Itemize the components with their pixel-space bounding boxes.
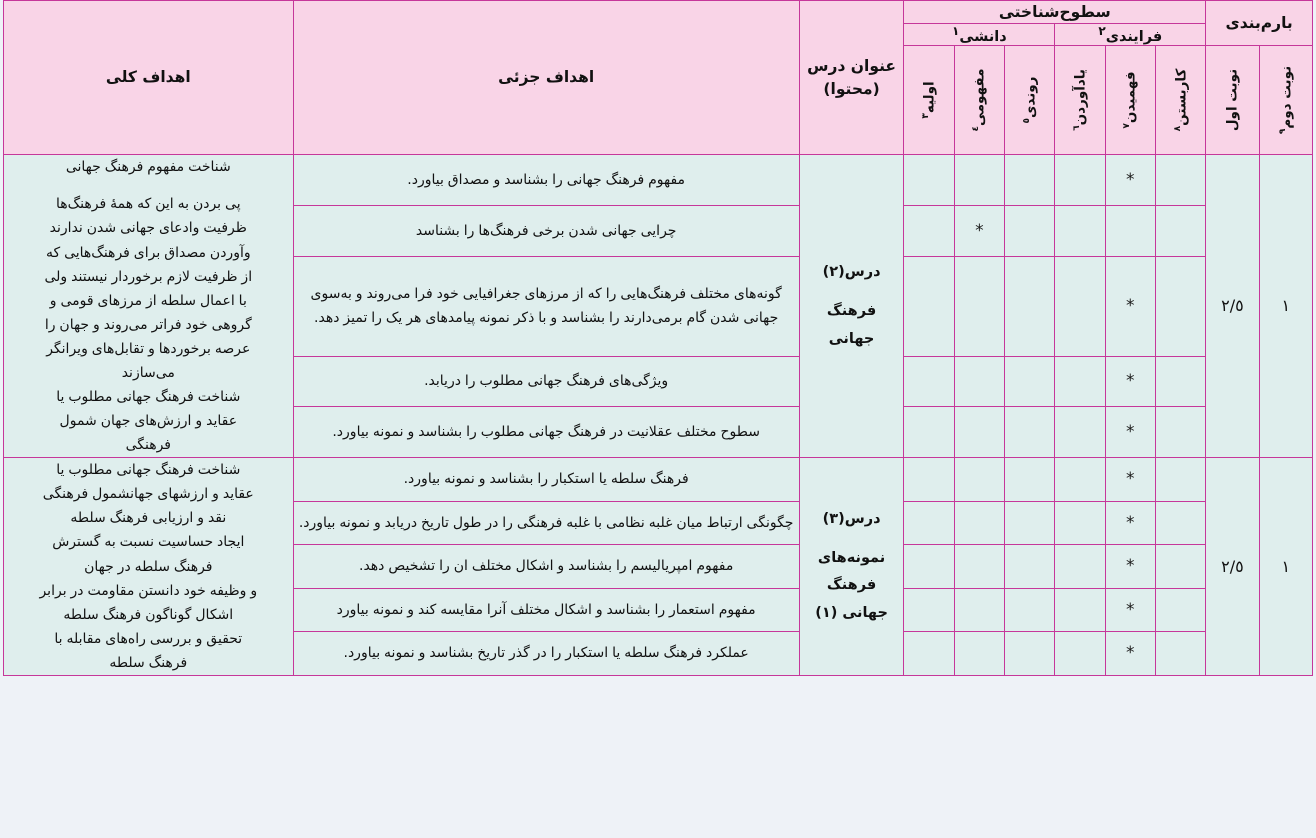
- goal-line: از ظرفیت لازم برخوردار نیستند ولی: [44, 268, 253, 285]
- goal-line: و وظیفه خود دانستن مقاومت در برابر: [39, 582, 258, 599]
- mark-cell-mafhoomi: [954, 588, 1004, 632]
- header-nobat-dovom-label: نوبت دوم: [1278, 66, 1295, 129]
- mark-cell-mafhoomi: [954, 632, 1004, 676]
- mark-cell-fahmidan: [1105, 545, 1155, 589]
- objective-cell: عملکرد فرهنگ سلطه یا استکبار را در گذر تاریخ بشناسد و نمونه بیاورد.: [293, 632, 799, 676]
- header-lesson-title: [799, 1, 904, 155]
- goal-line: شناخت مفهوم فرهنگ جهانی: [65, 159, 231, 176]
- header-knowledge-group: [904, 24, 1055, 46]
- mark-cell-avalieh: [904, 356, 954, 407]
- mark-cell-fahmidan: [1105, 256, 1155, 356]
- goal-line: نقد و ارزیابی فرهنگ سلطه: [70, 510, 227, 527]
- goal-line: شناخت فرهنگ جهانی مطلوب یا: [56, 389, 241, 405]
- star-marker: *: [1126, 169, 1135, 190]
- goal-line: عرصه برخوردها و تقابل‌های ویرانگر: [46, 340, 251, 357]
- goal-line: ظرفیت وادعای جهانی شدن ندارند: [49, 220, 247, 237]
- goal-line: گروهی خود فراتر می‌روند و جهان را: [44, 316, 252, 333]
- mark-cell-yadavardan: [1055, 545, 1105, 589]
- mark-cell-mafhoomi: [954, 155, 1004, 206]
- star-marker: *: [1126, 512, 1135, 533]
- mark-cell-ravandi: [1005, 501, 1055, 545]
- header-nobat-aval: [1206, 46, 1259, 155]
- mark-cell-ravandi: [1005, 632, 1055, 676]
- mark-cell-ravandi: [1005, 155, 1055, 206]
- lesson-title-line: درس(٣): [822, 510, 881, 527]
- header-cognitive-levels: سطوح‌شناختی: [904, 1, 1206, 24]
- header-yadavardan-label: یادآوردن: [1072, 69, 1089, 126]
- mark-cell-yadavardan: [1055, 632, 1105, 676]
- barem-nobat-aval-cell: ٢/٥: [1206, 155, 1259, 458]
- mark-cell-mafhoomi: [954, 545, 1004, 589]
- header-yadavardan: [1055, 46, 1105, 155]
- mark-cell-avalieh: [904, 407, 954, 458]
- mark-cell-ravandi: [1005, 256, 1055, 356]
- mark-cell-ravandi: [1005, 356, 1055, 407]
- objective-cell: مفهوم فرهنگ جهانی را بشناسد و مصداق بیاورد.: [293, 155, 799, 206]
- table-body: [4, 155, 1313, 676]
- mark-cell-karbastan: [1155, 155, 1205, 206]
- mark-cell-avalieh: [904, 545, 954, 589]
- mark-cell-yadavardan: [1055, 407, 1105, 458]
- header-nobat-dovom-footnote: ٩: [1277, 128, 1288, 135]
- mark-cell-yadavardan: [1055, 458, 1105, 502]
- lesson-title-line: نمونه‌های: [817, 549, 886, 566]
- general-objective-cell: [4, 458, 294, 676]
- header-ravandi-label: روندی: [1021, 76, 1038, 119]
- mark-cell-karbastan: [1155, 407, 1205, 458]
- header-process-label: فرایندی: [1105, 29, 1163, 46]
- star-marker: *: [1126, 370, 1135, 391]
- curriculum-table: [3, 0, 1313, 676]
- mark-cell-ravandi: [1005, 206, 1055, 257]
- mark-cell-yadavardan: [1055, 155, 1105, 206]
- header-karbastan-footnote: ٨: [1172, 126, 1183, 132]
- header-barembandi: بارم‌بندی: [1206, 1, 1313, 46]
- header-fahmidan-label: فهمیدن: [1122, 71, 1139, 124]
- mark-cell-fahmidan: [1105, 501, 1155, 545]
- header-fahmidan-footnote: ٧: [1122, 123, 1133, 129]
- header-knowledge-footnote: ١: [952, 24, 960, 39]
- lesson-title-spacer: [800, 534, 904, 545]
- header-nobat-dovom: [1259, 46, 1312, 155]
- mark-cell-fahmidan: [1105, 155, 1155, 206]
- mark-cell-avalieh: [904, 632, 954, 676]
- header-process-footnote: ٢: [1098, 24, 1106, 39]
- goal-line: شناخت فرهنگ جهانی مطلوب یا: [56, 462, 241, 479]
- header-karbastan: [1155, 46, 1205, 155]
- mark-cell-avalieh: [904, 256, 954, 356]
- header-ravandi: [1005, 46, 1055, 155]
- goal-line: عقاید و ارزشهای جهانشمول فرهنگی: [42, 486, 254, 503]
- objective-cell: سطوح مختلف عقلانیت در فرهنگ جهانی مطلوب را بشناسد و نمونه بیاورد.: [293, 407, 799, 458]
- objective-cell: گونه‌های مختلف فرهنگ‌هایی را که از مرزهای جغرافیایی خود فرا می‌روند و به‌سوی جهانی شدن گام برمی‌دارند را بشناسد و با ذکر نمونه پیامدهای هر یک را تمیز دهد.: [293, 256, 799, 356]
- goal-line: فرهنگ سلطه در جهان: [84, 558, 213, 575]
- mark-cell-ravandi: [1005, 588, 1055, 632]
- header-process-group: [1055, 24, 1206, 46]
- mark-cell-avalieh: [904, 458, 954, 502]
- mark-cell-avalieh: [904, 206, 954, 257]
- goal-line: می‌سازند: [121, 364, 175, 381]
- objective-cell: مفهوم امپریالیسم را بشناسد و اشکال مختلف ان را تشخیص دهد.: [293, 545, 799, 589]
- lesson-title-line: جهانی: [828, 330, 875, 347]
- star-marker: *: [1126, 421, 1135, 442]
- lesson-title-cell: [799, 458, 904, 676]
- mark-cell-yadavardan: [1055, 256, 1105, 356]
- mark-cell-karbastan: [1155, 545, 1205, 589]
- header-nobat-aval-label: نوبت اول: [1224, 69, 1241, 132]
- goal-line: فرهنگ سلطه: [109, 654, 188, 671]
- mark-cell-fahmidan: [1105, 588, 1155, 632]
- mark-cell-mafhoomi: [954, 458, 1004, 502]
- objective-cell: فرهنگ سلطه یا استکبار را بشناسد و نمونه بیاورد.: [293, 458, 799, 502]
- mark-cell-fahmidan: [1105, 407, 1155, 458]
- barem-nobat-dovom-cell: ١: [1259, 155, 1312, 458]
- mark-cell-karbastan: [1155, 501, 1205, 545]
- goal-spacer: [4, 179, 293, 192]
- star-marker: *: [1126, 556, 1135, 577]
- mark-cell-fahmidan: [1105, 356, 1155, 407]
- header-detailed-objectives: اهداف جزئی: [293, 1, 799, 155]
- goal-line: پی بردن به این که همهٔ فرهنگ‌ها: [55, 196, 241, 213]
- objective-cell: چرایی جهانی شدن برخی فرهنگ‌ها را بشناسد: [293, 206, 799, 257]
- mark-cell-karbastan: [1155, 632, 1205, 676]
- header-general-objectives: اهداف کلی: [4, 1, 294, 155]
- lesson-title-line: درس(٢): [822, 264, 881, 281]
- header-ravandi-footnote: ٥: [1021, 118, 1032, 124]
- goal-line: فرهنگی: [125, 437, 172, 454]
- lesson-title-spacer: [800, 287, 904, 298]
- objective-cell: چگونگی ارتباط میان غلبه نظامی با غلبه فرهنگی را در طول تاریخ دریابد و نمونه بیاورد.: [293, 501, 799, 545]
- mark-cell-yadavardan: [1055, 206, 1105, 257]
- barem-nobat-aval-cell: ٢/٥: [1206, 458, 1259, 676]
- mark-cell-yadavardan: [1055, 501, 1105, 545]
- mark-cell-ravandi: [1005, 407, 1055, 458]
- goal-line: با اعمال سلطه از مرزهای قومی و: [49, 292, 247, 309]
- header-yadavardan-footnote: ٦: [1071, 125, 1082, 132]
- mark-cell-karbastan: [1155, 256, 1205, 356]
- mark-cell-avalieh: [904, 588, 954, 632]
- lesson-title-line: فرهنگ: [826, 302, 877, 319]
- table-header: [4, 1, 1313, 155]
- objective-cell: ویژگی‌های فرهنگ جهانی مطلوب را دریابد.: [293, 356, 799, 407]
- lesson-title-line: جهانی (١): [815, 604, 888, 621]
- general-objective-cell: [4, 155, 294, 458]
- mark-cell-yadavardan: [1055, 356, 1105, 407]
- goal-line: وآوردن مصداق برای فرهنگ‌هایی که: [45, 244, 251, 261]
- header-knowledge-label: دانشی: [959, 29, 1007, 46]
- mark-cell-mafhoomi: [954, 256, 1004, 356]
- mark-cell-karbastan: [1155, 588, 1205, 632]
- header-mafhoomi-footnote: ٤: [971, 126, 982, 132]
- goal-line: اشکال گوناگون فرهنگ سلطه: [63, 606, 234, 623]
- lesson-title-line: فرهنگ: [826, 577, 877, 594]
- mark-cell-karbastan: [1155, 356, 1205, 407]
- mark-cell-mafhoomi: [954, 206, 1004, 257]
- mark-cell-mafhoomi: [954, 501, 1004, 545]
- objective-cell: مفهوم استعمار را بشناسد و اشکال مختلف آنرا مقایسه کند و نمونه بیاورد: [293, 588, 799, 632]
- mark-cell-fahmidan: [1105, 458, 1155, 502]
- header-avalieh-label: اولیه: [921, 81, 938, 114]
- mark-cell-karbastan: [1155, 206, 1205, 257]
- header-karbastan-label: کاربستن: [1172, 68, 1189, 127]
- goal-line: عقاید و ارزش‌های جهان شمول: [59, 413, 238, 430]
- mark-cell-avalieh: [904, 155, 954, 206]
- star-marker: *: [1126, 295, 1135, 316]
- mark-cell-karbastan: [1155, 458, 1205, 502]
- mark-cell-mafhoomi: [954, 356, 1004, 407]
- star-marker: *: [1126, 469, 1135, 489]
- header-mafhoomi-label: مفهومی: [971, 68, 988, 127]
- mark-cell-fahmidan: [1105, 632, 1155, 676]
- header-fahmidan: [1105, 46, 1155, 155]
- mark-cell-avalieh: [904, 501, 954, 545]
- barem-nobat-dovom-cell: ١: [1259, 458, 1312, 676]
- header-avalieh-footnote: ٣: [920, 113, 931, 119]
- table-row: [4, 458, 1313, 502]
- header-mafhoomi: [954, 46, 1004, 155]
- mark-cell-mafhoomi: [954, 407, 1004, 458]
- header-lesson-title-line1: عنوان درس: [807, 57, 896, 76]
- mark-cell-fahmidan: [1105, 206, 1155, 257]
- star-marker: *: [1126, 599, 1135, 620]
- goal-line: تحقیق و بررسی راه‌های مقابله با: [54, 630, 243, 647]
- table-row: [4, 155, 1313, 206]
- lesson-title-cell: [799, 155, 904, 458]
- mark-cell-ravandi: [1005, 458, 1055, 502]
- mark-cell-yadavardan: [1055, 588, 1105, 632]
- header-avalieh: [904, 46, 954, 155]
- star-marker: *: [1126, 643, 1135, 664]
- star-marker: *: [975, 220, 984, 241]
- header-lesson-title-line2: (محتوا): [823, 79, 880, 98]
- goal-line: ایجاد حساسیت نسبت به گسترش: [52, 534, 245, 551]
- mark-cell-ravandi: [1005, 545, 1055, 589]
